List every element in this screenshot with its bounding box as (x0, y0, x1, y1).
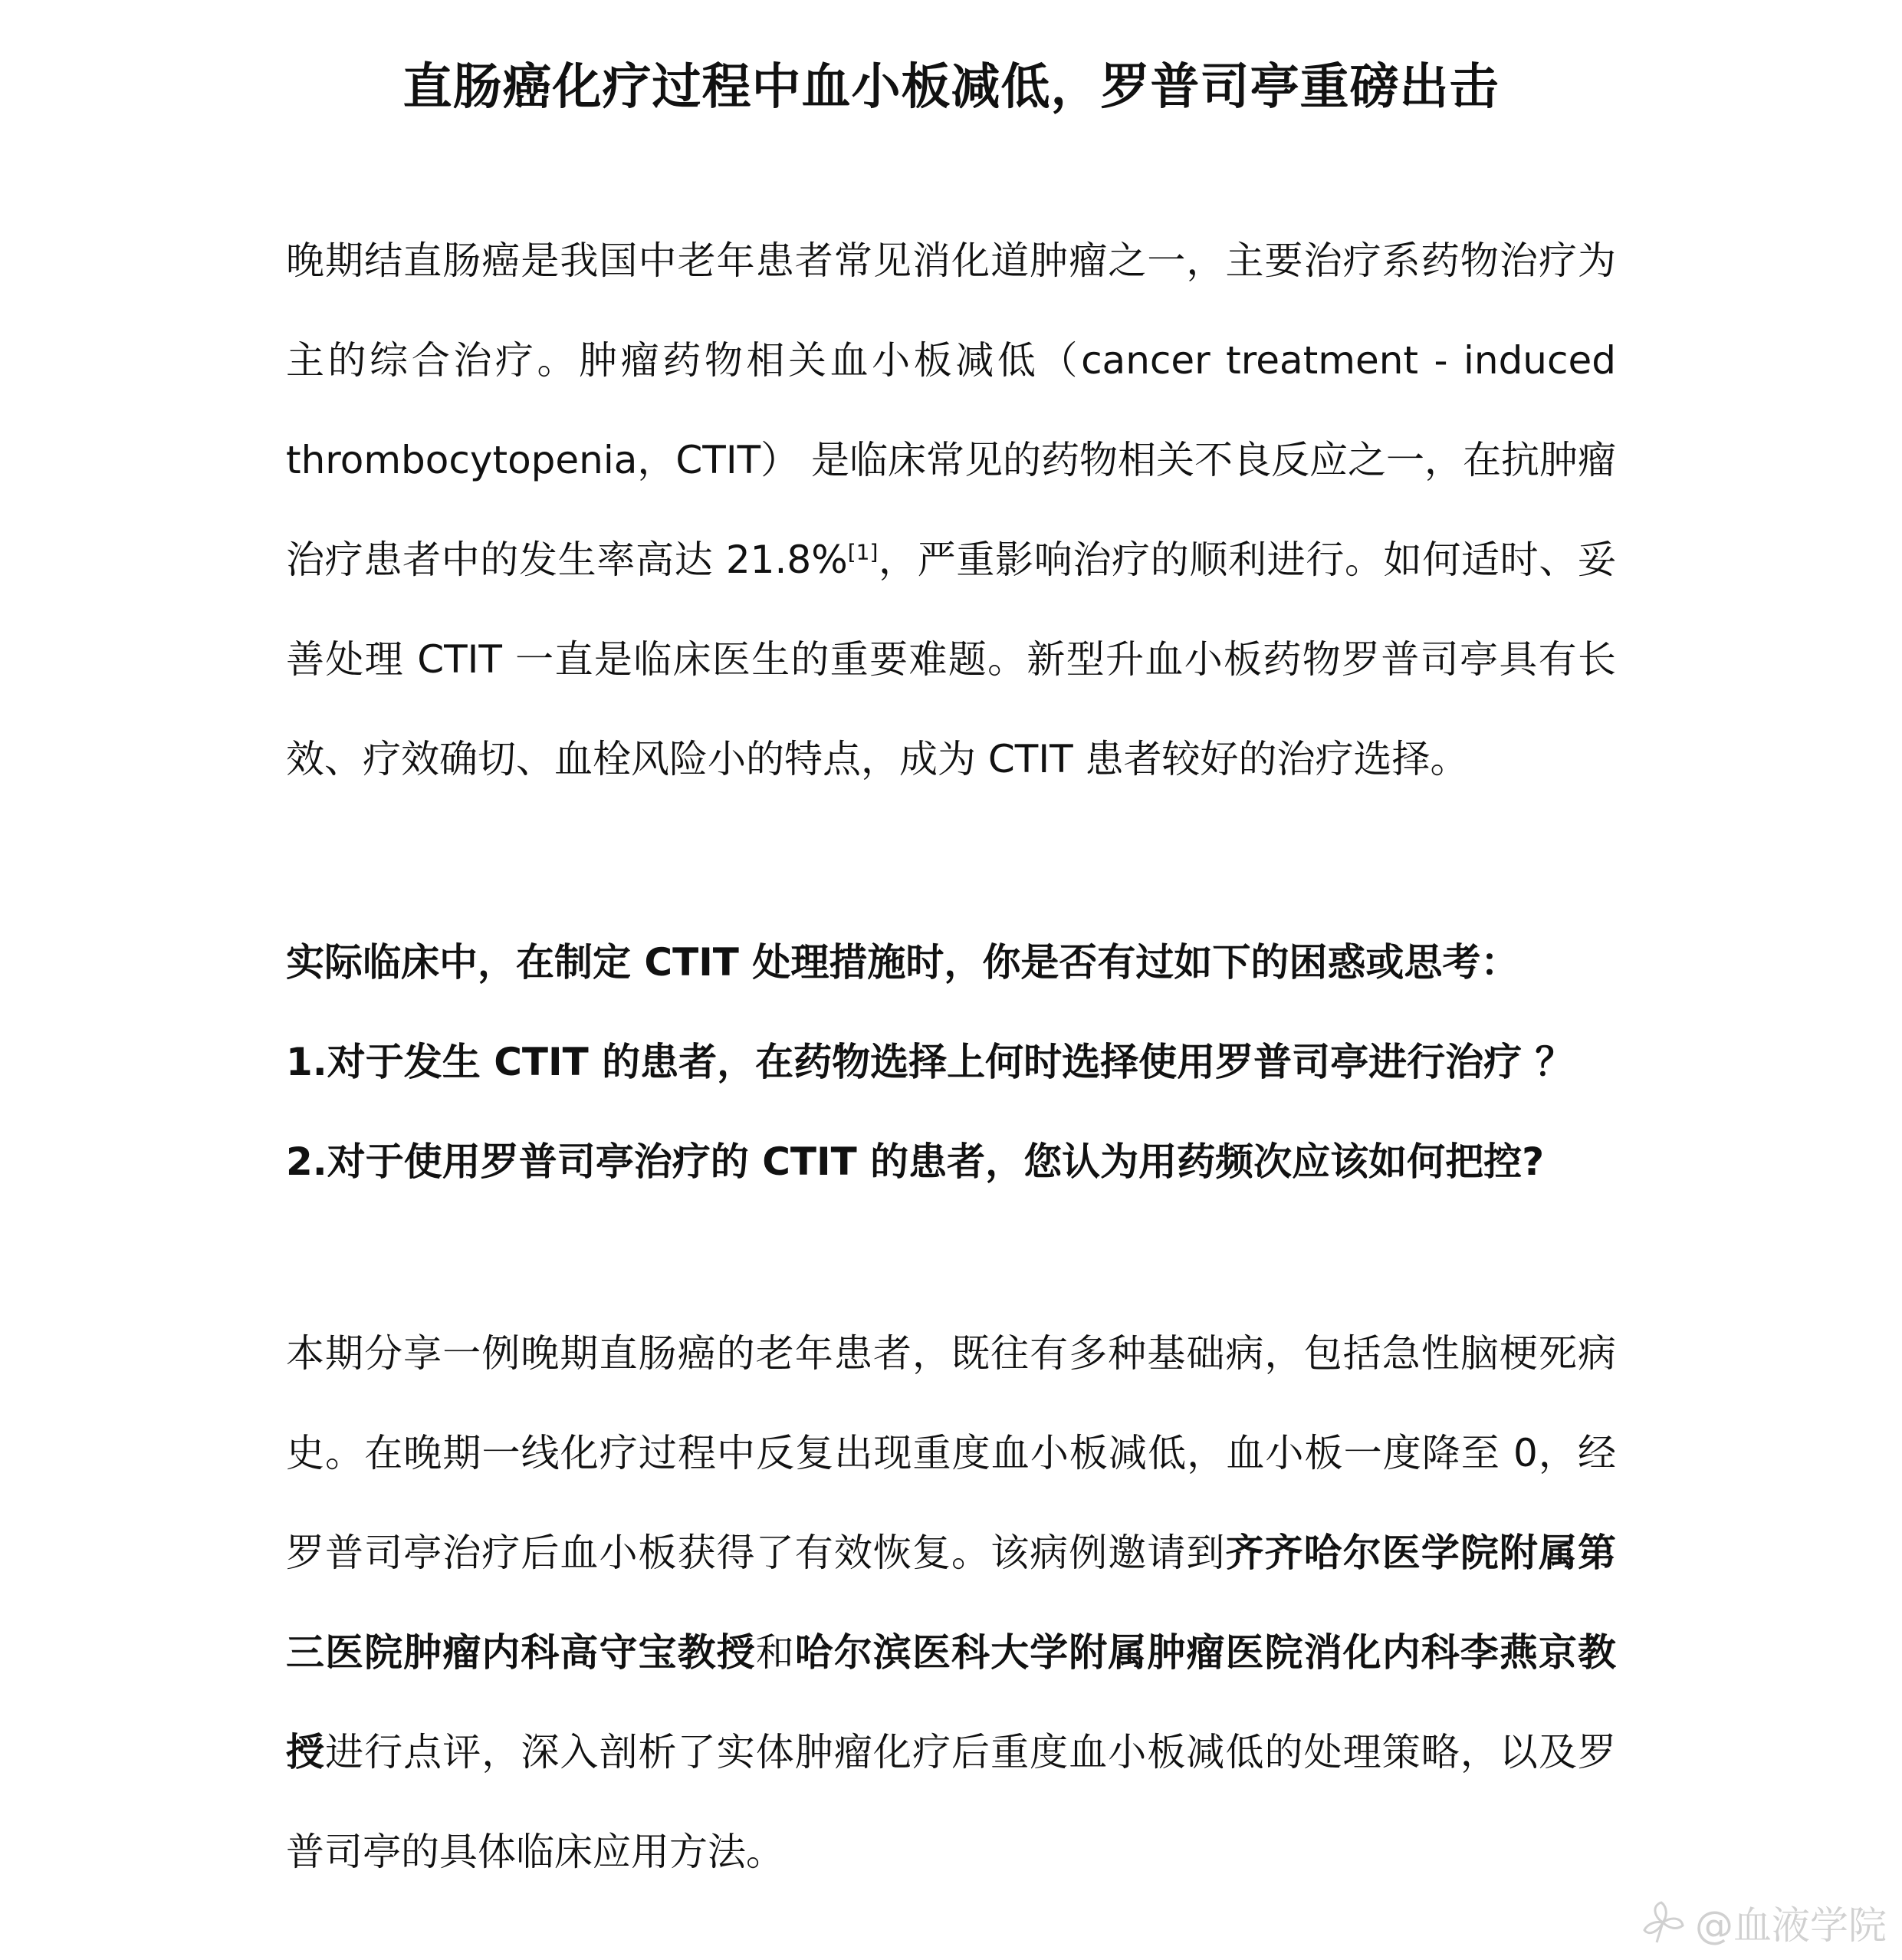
intro-text-part1: 晚期结直肠癌是我国中老年患者常见消化道肿瘤之一，主要治疗系药物治疗为主的综合治疗。肿瘤药物相关血小板减低（cancer treatment - induced thrombocytopenia，CTIT） 是临床常见的药物相关不良反应之一，在抗肿瘤治疗患者中的发生率高达 21.8% (286, 238, 1617, 582)
question-lead: 实际临床中，在制定 CTIT 处理措施时，你是否有过如下的困惑或思考： (286, 940, 1519, 985)
question-block (286, 913, 1635, 1212)
intro-paragraph (286, 211, 1616, 809)
case-text-part2: 进行点评，深入剖析了实体肿瘤化疗后重度血小板减低的处理策略，以及罗普司亭的具体临床应用方法。 (286, 1730, 1617, 1874)
flower-logo-icon (1640, 1899, 1686, 1945)
article-title: 直肠癌化疗过程中血小板减低，罗普司亭重磅出击 (402, 59, 1500, 116)
question-2: 2.对于使用罗普司亭治疗的 CTIT 的患者，您认为用药频次应该如何把控? (286, 1139, 1545, 1184)
reference-marker[interactable]: [1] (847, 539, 879, 565)
intro-text-part2: ，严重影响治疗的顺利进行。如何适时、妥善处理 CTIT 一直是临床医生的重要难题。新型升血小板药物罗普司亭具有长效、疗效确切、血栓风险小的特点，成为 CTIT 患者较好的治疗选择。 (286, 538, 1616, 781)
case-text-part1: 本期分享一例晚期直肠癌的老年患者，既往有多种基础病，包括急性脑梗死病史。在晚期一线化疗过程中反复出现重度血小板减低，血小板一度降至 0，经罗普司亭治疗后血小板获得了有效恢复。该病例邀请到 (286, 1331, 1616, 1575)
watermark-text: @血液学院 (1695, 1903, 1887, 1948)
expert-1: 齐齐哈尔医学院附属第三医院肿瘤内科高守宝教授 (286, 1531, 1616, 1675)
case-paragraph (286, 1304, 1616, 1902)
watermark (1640, 1896, 1887, 1949)
question-1: 1.对于发生 CTIT 的患者，在药物选择上何时选择使用罗普司亭进行治疗 ？ (286, 1040, 1574, 1084)
expert-2: 哈尔滨医科大学附属肿瘤医院消化内科李燕京教授 (286, 1630, 1617, 1774)
case-conjunction: 和 (755, 1630, 795, 1675)
